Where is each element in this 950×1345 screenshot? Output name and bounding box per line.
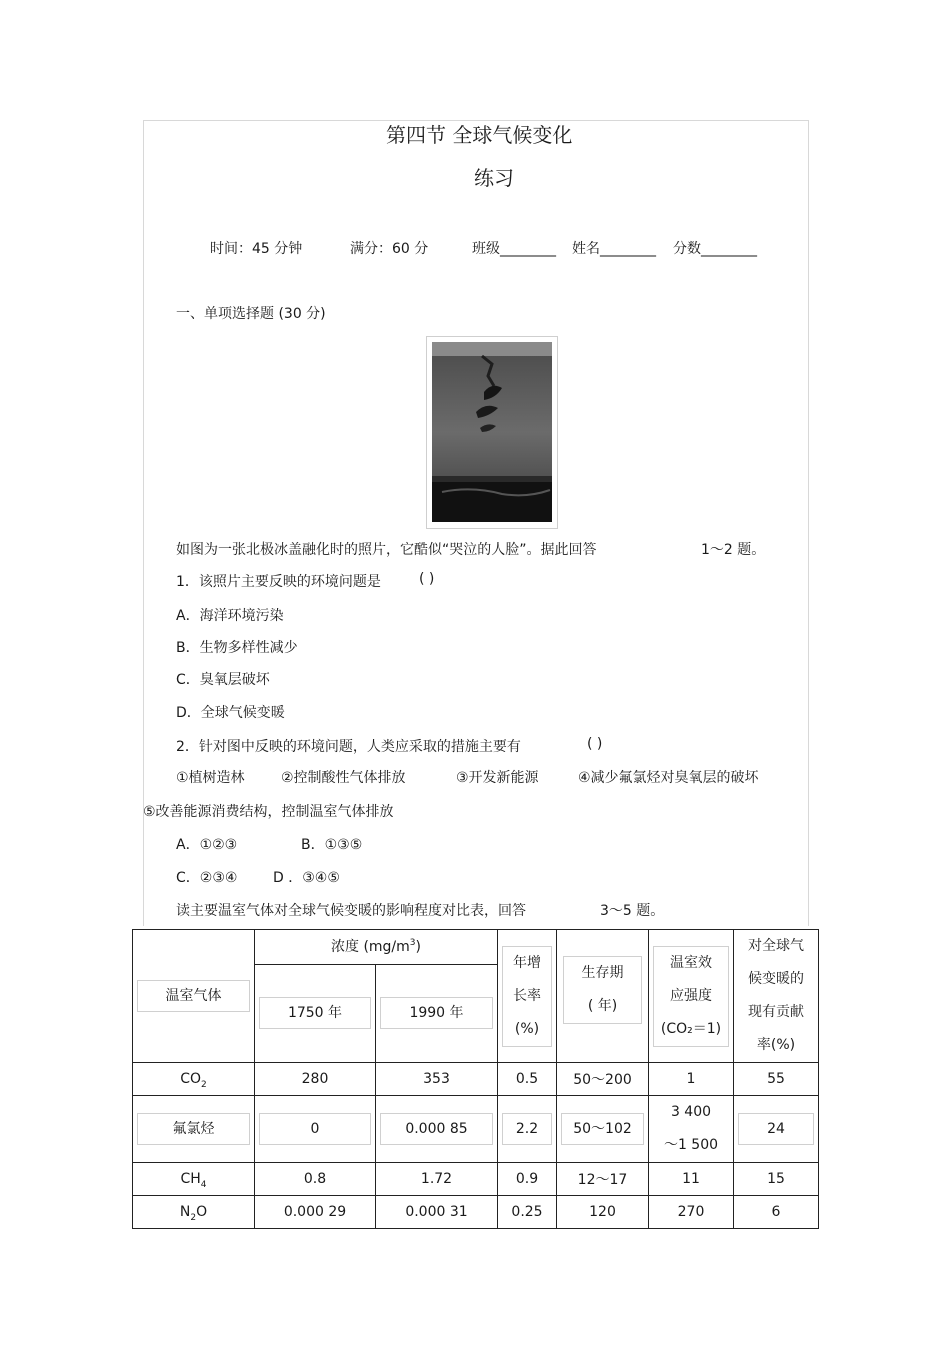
time-info: 时间：45 分钟 [210, 241, 303, 257]
question-1-option-d: D．全球气候变暖 [176, 705, 285, 721]
concentration-1990: 1.72 [376, 1163, 498, 1196]
gas-name: $N_2O$ [133, 1196, 255, 1229]
greenhouse-gas-table [132, 929, 819, 1229]
header-1990: 1990 年 [376, 964, 498, 1062]
header-growth-rate: 年增 长率 (%) [498, 930, 557, 1063]
greenhouse-effect: 3 400 ～1 500 [649, 1096, 734, 1163]
passage-2: 读主要温室气体对全球气候变暖的影响程度对比表，回答 [176, 903, 526, 919]
concentration-1990: 0.000 85 [376, 1096, 498, 1163]
lifetime: 50～102 [557, 1096, 649, 1163]
passage-1: 如图为一张北极冰盖融化时的照片，它酷似“哭泣的人脸”。据此回答 [176, 542, 597, 558]
concentration-1750: 0 [255, 1096, 376, 1163]
question-1-option-a: A．海洋环境污染 [176, 608, 284, 624]
greenhouse-effect: 1 [649, 1063, 734, 1096]
lifetime: 12～17 [557, 1163, 649, 1196]
contribution: 55 [734, 1063, 819, 1096]
contribution: 15 [734, 1163, 819, 1196]
header-1750: 1750 年 [255, 964, 376, 1062]
greenhouse-effect: 270 [649, 1196, 734, 1229]
concentration-1990: 353 [376, 1063, 498, 1096]
contribution: 24 [734, 1096, 819, 1163]
question-2-option-c: C．②③④ [176, 870, 238, 886]
lifetime: 50～200 [557, 1063, 649, 1096]
lifetime: 120 [557, 1196, 649, 1229]
contribution: 6 [734, 1196, 819, 1229]
passage-1-range: 1～2 题。 [701, 542, 766, 558]
growth-rate: 0.5 [498, 1063, 557, 1096]
concentration-1750: 0.8 [255, 1163, 376, 1196]
question-2-item-4: ④减少氟氯烃对臭氧层的破坏 [578, 770, 759, 786]
header-concentration: 浓度 $(mg/m^3)$ [255, 930, 498, 965]
table-row [133, 1063, 819, 1096]
concentration-1990: 0.000 31 [376, 1196, 498, 1229]
growth-rate: 0.25 [498, 1196, 557, 1229]
question-1-option-b: B．生物多样性减少 [176, 640, 298, 656]
melting-ice-photo [426, 336, 558, 529]
question-2-option-d: D ．③④⑤ [273, 870, 340, 886]
greenhouse-effect: 11 [649, 1163, 734, 1196]
page-title: 第四节 全球气候变化 [386, 123, 573, 147]
gas-name: $CH_4$ [133, 1163, 255, 1196]
question-2-item-1: ①植树造林 [176, 770, 245, 786]
concentration-1750: 0.000 29 [255, 1196, 376, 1229]
question-2-option-a: A．①②③ [176, 837, 238, 853]
score-field[interactable]: 分数________ [673, 241, 757, 257]
section-heading: 一、单项选择题 (30 分) [176, 306, 326, 322]
class-field[interactable]: 班级________ [472, 241, 556, 257]
gas-name: $CO_2$ [133, 1063, 255, 1096]
question-1-answer-blank: ( ) [419, 571, 435, 587]
question-2-option-b: B．①③⑤ [301, 837, 363, 853]
header-greenhouse-effect: 温室效 应强度 (CO₂＝1) [649, 930, 734, 1063]
question-2-stem: 2．针对图中反映的环境问题，人类应采取的措施主要有 [176, 739, 521, 755]
page-subtitle: 练习 [474, 166, 514, 190]
header-gas: 温室气体 [133, 930, 255, 1063]
growth-rate: 0.9 [498, 1163, 557, 1196]
header-contribution: 对全球气 候变暖的 现有贡献 率(%) [734, 930, 819, 1063]
concentration-1750: 280 [255, 1063, 376, 1096]
question-2-item-2: ②控制酸性气体排放 [281, 770, 406, 786]
gas-name: 氟氯烃 [133, 1096, 255, 1163]
passage-2-range: 3～5 题。 [600, 903, 665, 919]
name-field[interactable]: 姓名________ [572, 241, 656, 257]
question-1-option-c: C．臭氧层破坏 [176, 672, 270, 688]
growth-rate: 2.2 [498, 1096, 557, 1163]
question-2-item-3: ③开发新能源 [456, 770, 539, 786]
question-2-answer-blank: ( ) [587, 736, 603, 752]
full-score-info: 满分：60 分 [350, 241, 429, 257]
header-lifetime: 生存期 ( 年) [557, 930, 649, 1063]
question-1-stem: 1．该照片主要反映的环境问题是 [176, 574, 381, 590]
table-row [133, 1196, 819, 1229]
table-row [133, 1096, 819, 1163]
table-row [133, 1163, 819, 1196]
question-2-item-5: ⑤改善能源消费结构，控制温室气体排放 [143, 804, 394, 820]
